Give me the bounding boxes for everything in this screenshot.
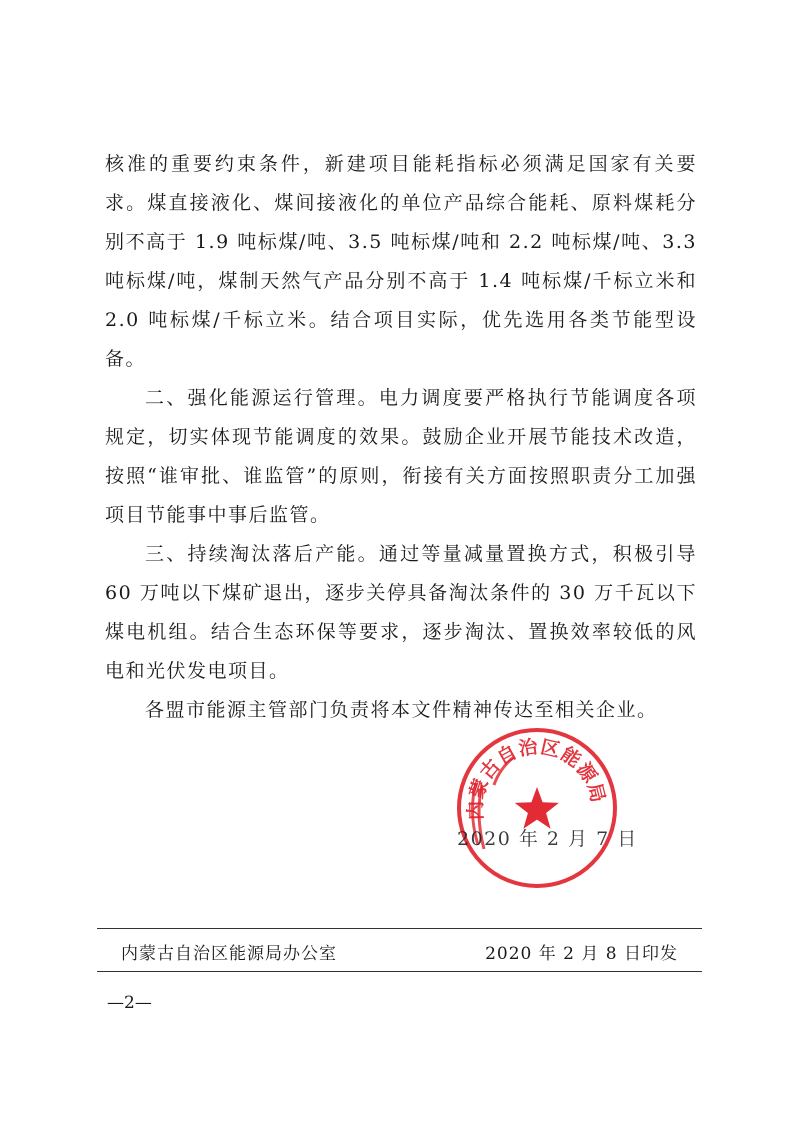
footer-bottom-rule <box>97 971 702 972</box>
footer-top-rule <box>97 928 702 929</box>
paragraph-4: 各盟市能源主管部门负责将本文件精神传达至相关企业。 <box>145 699 658 721</box>
page-number: —2— <box>107 993 152 1013</box>
paragraph-3: 三、持续淘汰落后产能。通过等量减量置换方式，积极引导 60 万吨以下煤矿退出，逐步关停具备淘汰条件的 30 万千瓦以下煤电机组。结合生态环保等要求，逐步淘汰、置换效率较低的风电和光伏发电项目。 <box>105 543 697 682</box>
official-seal-stamp <box>454 725 620 891</box>
paragraph-2: 二、强化能源运行管理。电力调度要严格执行节能调度各项规定，切实体现节能调度的效果。鼓励企业开展节能技术改造，按照“谁审批、谁监管”的原则，衔接有关方面按照职责分工加强项目节能事中事后监管。 <box>105 387 697 526</box>
seal-text: 内蒙古自治区能源局 <box>464 735 610 821</box>
footer-issuer: 内蒙古自治区能源局办公室 <box>121 944 337 964</box>
footer-print-date: 2020 年 2 月 8 日印发 <box>485 944 678 964</box>
paragraph-1: 核准的重要约束条件，新建项目能耗指标必须满足国家有关要求。煤直接液化、煤间接液化的单位产品综合能耗、原料煤耗分别不高于 1.9 吨标煤/吨、3.5 吨标煤/吨和 2.2 吨标煤/吨、3.3 吨标煤/吨，煤制天然气产品分别不高于 1.4 吨标煤/千标立米和 2.0 吨标煤/千标立米。结合项目实际，优先选用各类节能型设备。 <box>105 153 697 370</box>
document-body <box>105 145 697 730</box>
signature-date: 2020 年 2 月 7 日 <box>457 828 638 850</box>
seal-star-icon <box>515 787 559 829</box>
